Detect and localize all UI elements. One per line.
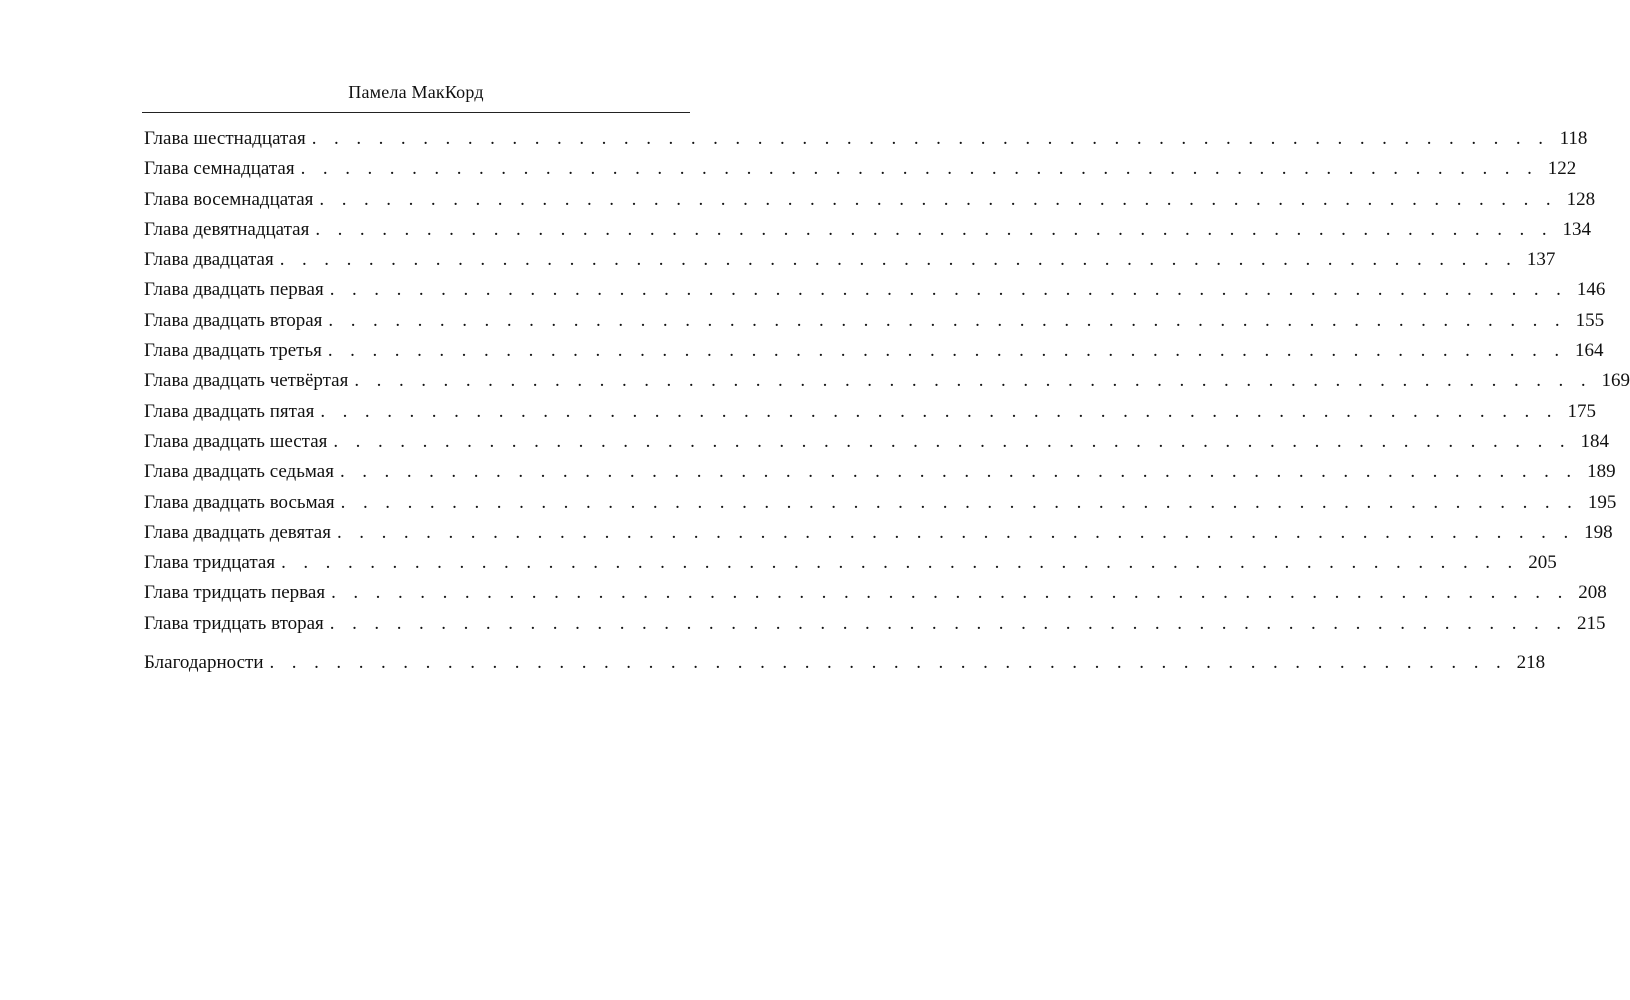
running-header-author: Памела МакКорд <box>348 82 484 102</box>
toc-dot-leader: . . . . . . . . . . . . . . . . . . . . . . . . . . . . . . . . . . . . . . . . . . . . . . . . . . . . . . . . <box>269 652 1508 674</box>
toc-entry-title: Глава тридцатая <box>144 552 276 574</box>
toc-entry-24 <box>144 366 1630 396</box>
toc-dot-leader: . . . . . . . . . . . . . . . . . . . . . . . . . . . . . . . . . . . . . . . . . . . . . . . . . . . . . . . . <box>319 188 1558 210</box>
toc-entry-20 <box>144 245 1556 275</box>
toc-entry-page: 137 <box>1526 249 1556 271</box>
toc-entry-page: 146 <box>1576 279 1606 301</box>
table-of-contents <box>144 124 1630 678</box>
toc-entry-title: Глава восемнадцатая <box>144 188 314 210</box>
toc-entry-27 <box>144 457 1616 487</box>
toc-entry-17 <box>144 154 1577 184</box>
toc-entry-title: Глава двадцать третья <box>144 340 322 362</box>
toc-entry-page: 164 <box>1575 340 1604 362</box>
toc-entry-23 <box>144 336 1604 366</box>
toc-entry-title: Глава двадцать пятая <box>144 400 315 422</box>
toc-entry-title: Глава девятнадцатая <box>144 218 310 240</box>
toc-entry-16 <box>144 124 1588 154</box>
toc-entry-page: 118 <box>1559 128 1588 149</box>
toc-entry-19 <box>144 215 1591 245</box>
toc-entry-page: 169 <box>1601 370 1630 392</box>
toc-entry-title: Глава двадцать четвёртая <box>144 370 349 392</box>
toc-entry-page: 184 <box>1580 430 1610 452</box>
toc-dot-leader: . . . . . . . . . . . . . . . . . . . . . . . . . . . . . . . . . . . . . . . . . . . . . . . . . . . . . . . . <box>333 430 1572 452</box>
header-rule <box>142 112 690 113</box>
toc-entry-31 <box>144 578 1607 608</box>
toc-entry-22 <box>144 306 1605 336</box>
toc-dot-leader: . . . . . . . . . . . . . . . . . . . . . . . . . . . . . . . . . . . . . . . . . . . . . . . . . . . . . . . . <box>320 400 1558 422</box>
toc-entry-page: 134 <box>1562 218 1591 240</box>
toc-entry-page: 189 <box>1587 461 1616 483</box>
toc-entry-page: 128 <box>1566 188 1596 210</box>
toc-entry-title: Глава шестнадцатая <box>144 128 306 149</box>
toc-dot-leader: . . . . . . . . . . . . . . . . . . . . . . . . . . . . . . . . . . . . . . . . . . . . . . . . . . . . . . . . <box>328 309 1567 331</box>
toc-entry-title: Глава двадцать первая <box>144 279 324 301</box>
toc-entry-page: 155 <box>1575 309 1605 331</box>
toc-entry-title: Глава двадцать седьмая <box>144 461 334 483</box>
toc-entry-title: Глава двадцать шестая <box>144 430 328 452</box>
toc-dot-leader: . . . . . . . . . . . . . . . . . . . . . . . . . . . . . . . . . . . . . . . . . . . . . . . . . . . . . . . . <box>311 128 1550 149</box>
toc-dot-leader: . . . . . . . . . . . . . . . . . . . . . . . . . . . . . . . . . . . . . . . . . . . . . . . . . . . . . . . . <box>331 582 1569 604</box>
toc-entry-page: 218 <box>1516 652 1546 674</box>
toc-dot-leader: . . . . . . . . . . . . . . . . . . . . . . . . . . . . . . . . . . . . . . . . . . . . . . . . . . . . . . . . <box>327 340 1566 362</box>
toc-entry-page: 205 <box>1528 552 1557 574</box>
toc-entry-page: 215 <box>1576 612 1606 634</box>
toc-entry-title: Глава двадцать девятая <box>144 521 331 543</box>
toc-dot-leader: . . . . . . . . . . . . . . . . . . . . . . . . . . . . . . . . . . . . . . . . . . . . . . . . . . . . . . . . <box>279 249 1518 271</box>
toc-entry-page: 208 <box>1578 582 1607 604</box>
toc-entry-30 <box>144 548 1557 578</box>
toc-entry-26 <box>144 427 1610 457</box>
toc-entry-title: Глава тридцать вторая <box>144 612 324 634</box>
toc-dot-leader: . . . . . . . . . . . . . . . . . . . . . . . . . . . . . . . . . . . . . . . . . . . . . . . . . . . . . . . . <box>329 612 1568 634</box>
toc-entry-title: Глава двадцать восьмая <box>144 491 335 513</box>
toc-dot-leader: . . . . . . . . . . . . . . . . . . . . . . . . . . . . . . . . . . . . . . . . . . . . . . . . . . . . . . . . <box>315 218 1553 240</box>
toc-entry-page: 122 <box>1547 158 1577 180</box>
toc-dot-leader: . . . . . . . . . . . . . . . . . . . . . . . . . . . . . . . . . . . . . . . . . . . . . . . . . . . . . . . . <box>354 370 1592 392</box>
toc-entry-title: Глава двадцатая <box>144 249 274 271</box>
toc-entry-29 <box>144 518 1613 548</box>
toc-dot-leader: . . . . . . . . . . . . . . . . . . . . . . . . . . . . . . . . . . . . . . . . . . . . . . . . . . . . . . . . <box>339 461 1578 483</box>
toc-entry-18 <box>144 185 1596 215</box>
toc-entry-title: Глава двадцать вторая <box>144 309 323 331</box>
toc-entry-21 <box>144 275 1606 305</box>
toc-dot-leader: . . . . . . . . . . . . . . . . . . . . . . . . . . . . . . . . . . . . . . . . . . . . . . . . . . . . . . . . <box>336 521 1575 543</box>
toc-entry-page: 175 <box>1567 400 1596 422</box>
toc-entry-title: Благодарности <box>144 652 264 674</box>
toc-dot-leader: . . . . . . . . . . . . . . . . . . . . . . . . . . . . . . . . . . . . . . . . . . . . . . . . . . . . . . . . <box>281 552 1519 574</box>
toc-entry-page: 195 <box>1587 491 1617 513</box>
toc-entry-32 <box>144 609 1606 639</box>
toc-entry-28 <box>144 488 1617 518</box>
toc-entry-25 <box>144 397 1596 427</box>
toc-entry-page: 198 <box>1584 521 1613 543</box>
toc-entry-title: Глава тридцать первая <box>144 582 326 604</box>
toc-dot-leader: . . . . . . . . . . . . . . . . . . . . . . . . . . . . . . . . . . . . . . . . . . . . . . . . . . . . . . . . <box>340 491 1579 513</box>
toc-entry-title: Глава семнадцатая <box>144 158 295 180</box>
toc-dot-leader: . . . . . . . . . . . . . . . . . . . . . . . . . . . . . . . . . . . . . . . . . . . . . . . . . . . . . . . . <box>329 279 1568 301</box>
toc-dot-leader: . . . . . . . . . . . . . . . . . . . . . . . . . . . . . . . . . . . . . . . . . . . . . . . . . . . . . . . . <box>300 158 1539 180</box>
toc-entry-acknowledgements <box>144 648 1546 678</box>
